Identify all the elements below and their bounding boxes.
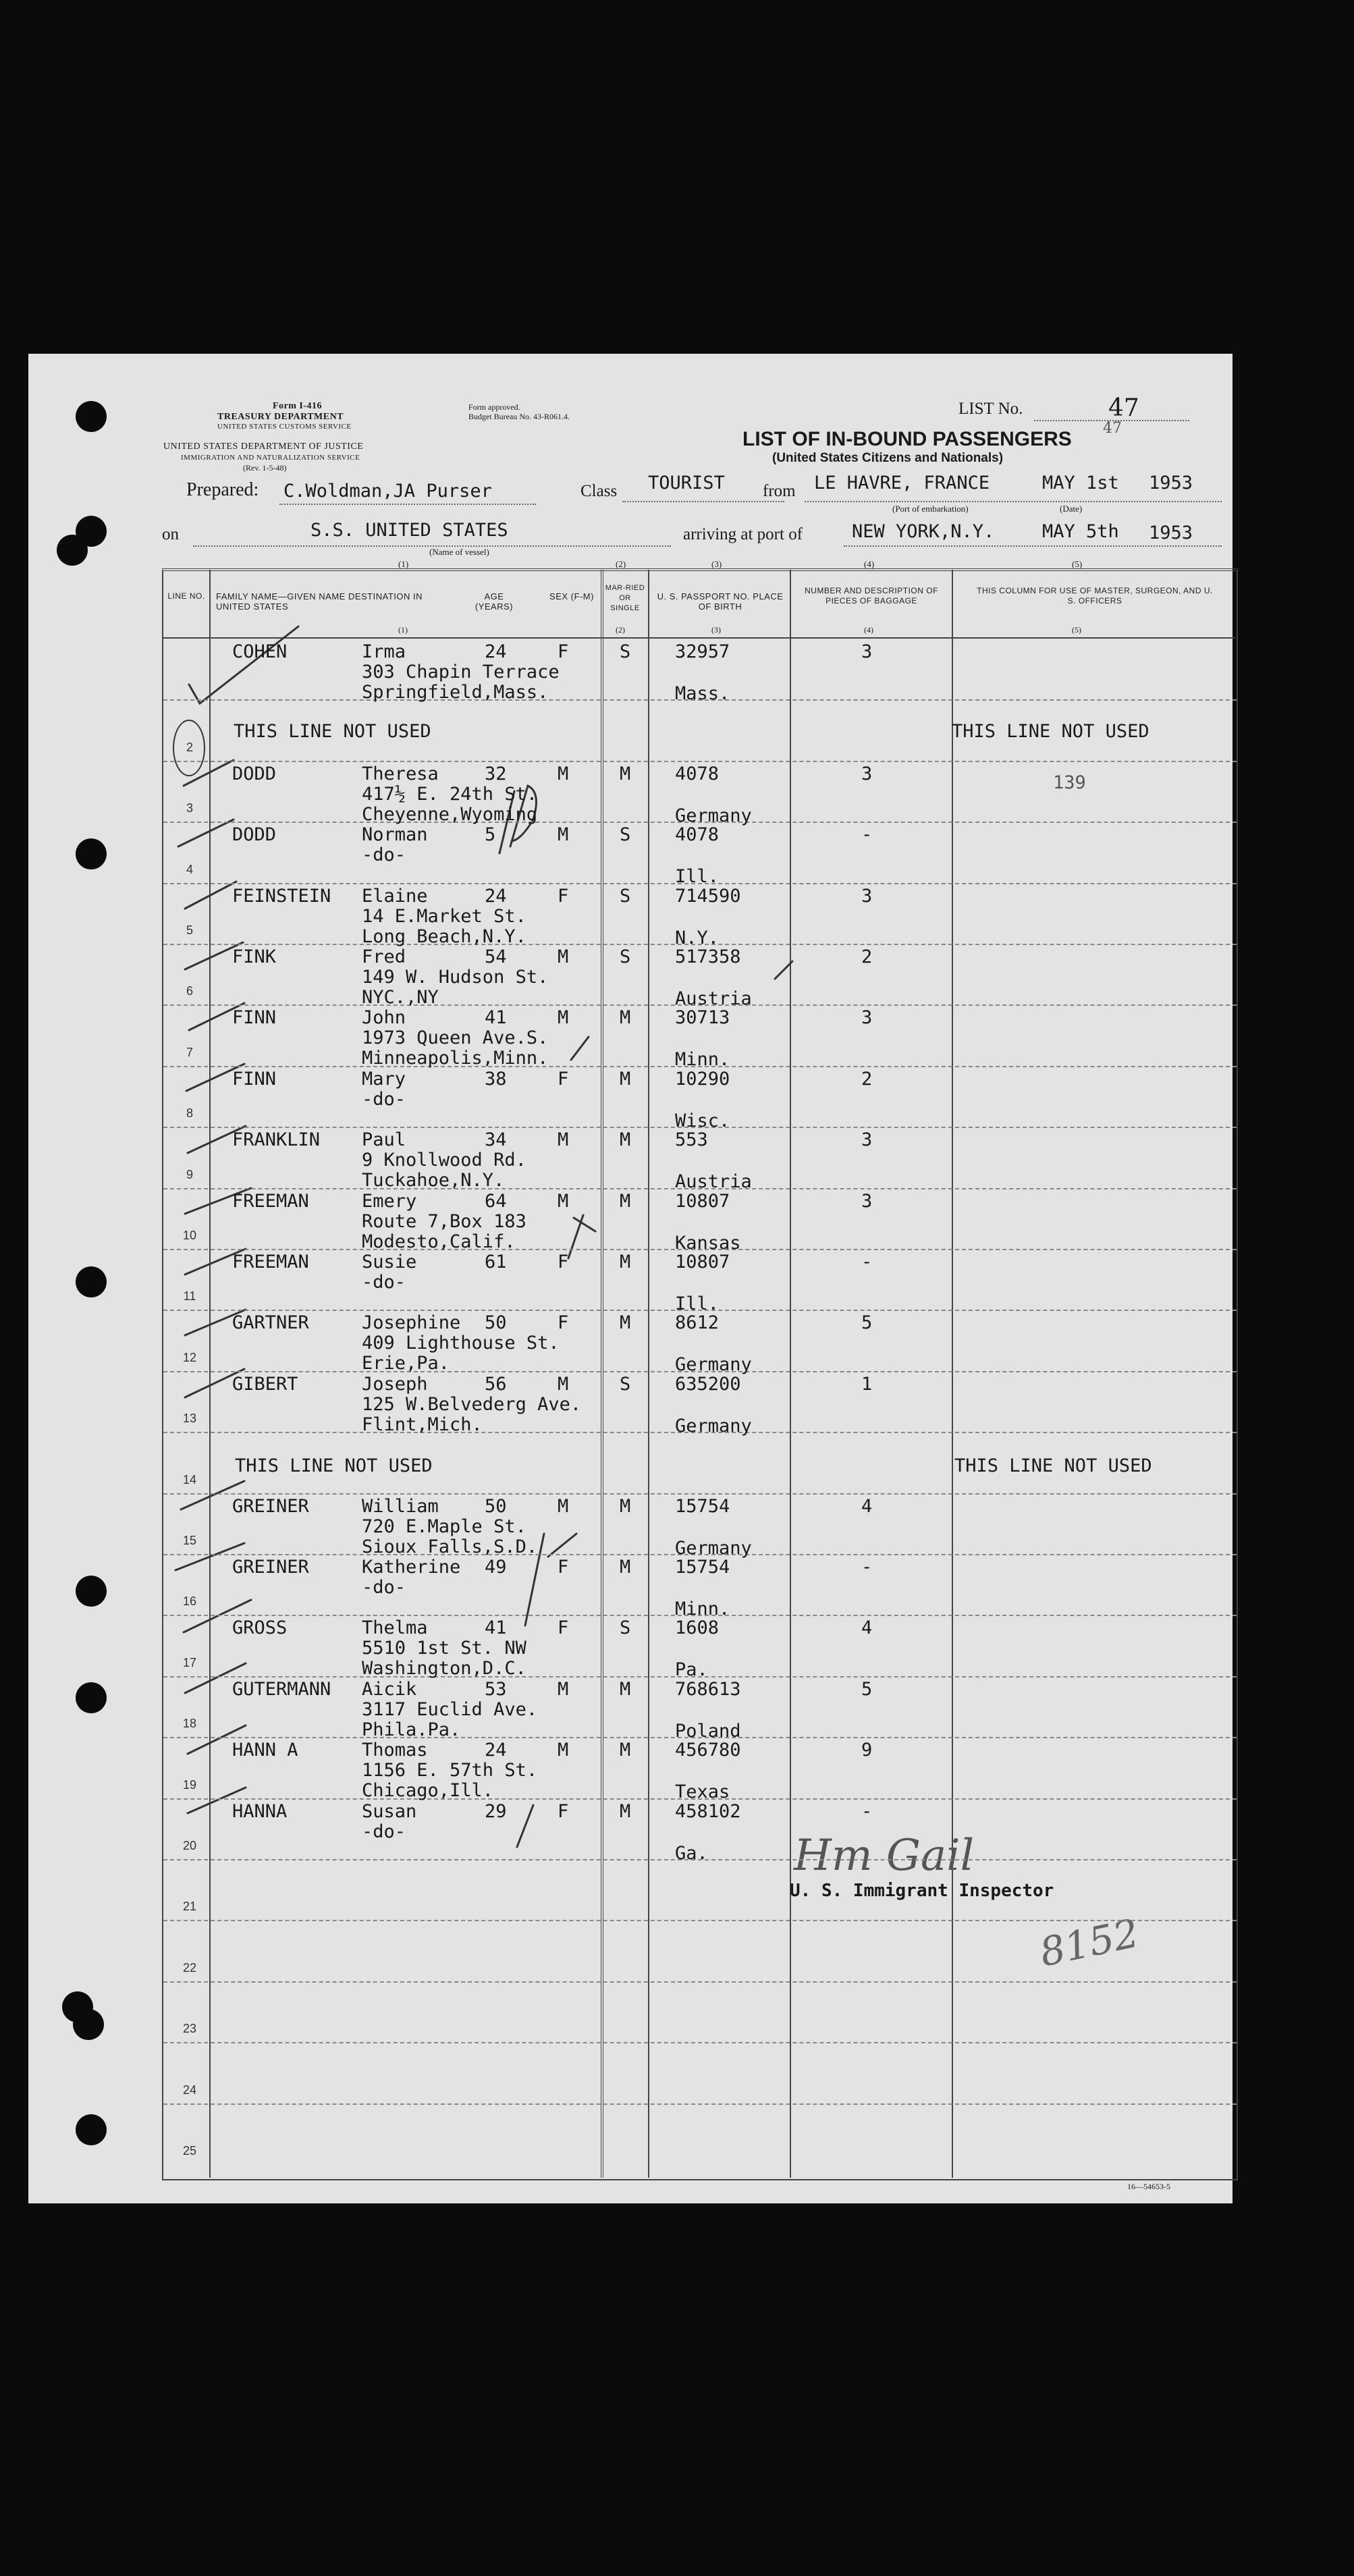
place-of-birth: Germany	[675, 1354, 752, 1376]
marital-status: S	[620, 824, 631, 846]
age: 5	[485, 824, 496, 846]
baggage-count: 4	[861, 1617, 873, 1639]
sex: F	[558, 1252, 569, 1272]
age: 38	[485, 1068, 507, 1090]
arrival-port: NEW YORK,N.Y.	[852, 521, 995, 542]
passport-number: 15754	[675, 1495, 730, 1517]
sex: M	[558, 824, 569, 846]
marital-status: S	[620, 1373, 631, 1395]
baggage-count: 3	[861, 641, 873, 662]
sex: M	[558, 1495, 569, 1517]
family-name: HANNA	[232, 1800, 288, 1822]
address-line-1: 9 Knollwood Rd.	[362, 1150, 526, 1171]
family-name: DODD	[232, 824, 277, 846]
baggage-count: 3	[861, 885, 873, 907]
passport-number: 8612	[675, 1312, 720, 1334]
passport-number: 4078	[675, 763, 720, 784]
baggage-count: 2	[861, 1068, 873, 1090]
col-num-5: (5)	[1072, 625, 1081, 635]
baggage-count: -	[861, 1800, 873, 1822]
line-number: 12	[182, 1350, 197, 1364]
sex: M	[558, 1373, 569, 1395]
passport-number: 768613	[675, 1678, 741, 1700]
age: 53	[485, 1678, 507, 1700]
place-of-birth: N.Y.	[675, 927, 720, 948]
marital-status: S	[620, 1617, 631, 1639]
age: 61	[485, 1252, 507, 1272]
prepared-label: Prepared:	[186, 479, 259, 500]
col-num-1-top: (1)	[398, 559, 409, 569]
given-name: Aicik	[362, 1678, 417, 1700]
address-line-1: 3117 Euclid Ave.	[362, 1698, 538, 1720]
baggage-count: 1	[861, 1373, 873, 1395]
family-name: GROSS	[232, 1617, 288, 1639]
marital-status: M	[620, 1068, 631, 1090]
col-header-age: AGE (YEARS)	[475, 591, 514, 612]
col-header-married: MAR-RIED OR SINGLE	[605, 584, 645, 612]
arriving-label: arriving at port of	[683, 525, 803, 543]
row-rule	[163, 2042, 1237, 2043]
address-line-1: Route 7,Box 183	[362, 1210, 526, 1232]
marital-status: M	[620, 1252, 631, 1272]
address-line-1: -do-	[362, 1577, 406, 1598]
list-no-label: LIST No.	[958, 400, 1023, 418]
form-subtitle: (United States Citizens and Nationals)	[772, 451, 1004, 465]
place-of-birth: Kansas	[675, 1232, 741, 1254]
marital-status: S	[620, 946, 631, 967]
check-mark-2	[184, 760, 234, 786]
place-of-birth: Germany	[675, 1537, 752, 1559]
passport-number: 714590	[675, 885, 741, 907]
family-name: FINN	[232, 1068, 277, 1090]
age: 41	[485, 1617, 507, 1639]
place-of-birth: Ga.	[675, 1842, 708, 1864]
given-name: Norman	[362, 824, 428, 846]
place-of-birth: Mass.	[675, 683, 730, 704]
given-name: Josephine	[362, 1312, 461, 1334]
address-line-1: 149 W. Hudson St.	[362, 967, 549, 988]
sex: F	[558, 1617, 569, 1639]
marital-status: M	[620, 1129, 631, 1151]
marital-status: M	[620, 1007, 631, 1029]
col-header-sex: SEX (F-M)	[549, 591, 594, 601]
sex: M	[558, 763, 569, 784]
given-name: William	[362, 1495, 439, 1517]
passport-number: 635200	[675, 1373, 741, 1395]
marital-status: M	[620, 1190, 631, 1212]
unused-line-1-remark: THIS LINE NOT USED	[952, 721, 1149, 742]
address-line-1: 303 Chapin Terrace	[362, 662, 560, 682]
marital-status: M	[620, 1740, 631, 1761]
line-number: 16	[182, 1594, 197, 1609]
address-line-2: Modesto,Calif.	[362, 1231, 516, 1252]
list-no-value: 47	[1108, 394, 1139, 422]
place-of-birth: Poland	[675, 1720, 741, 1742]
inspector-signature: Hm Gail	[794, 1831, 975, 1881]
age: 50	[485, 1312, 507, 1334]
address-line-1: 409 Lighthouse St.	[362, 1333, 560, 1354]
given-name: John	[362, 1007, 406, 1029]
check-mark-3	[178, 820, 234, 847]
given-name: Mary	[362, 1068, 406, 1090]
family-name: FREEMAN	[232, 1190, 309, 1212]
family-name: COHEN	[232, 641, 288, 662]
line-number: 9	[186, 1167, 193, 1181]
col-num-3-top: (3)	[711, 559, 722, 569]
col-num-2-top: (2)	[616, 559, 626, 569]
given-name: Katherine	[362, 1557, 461, 1578]
sex: F	[558, 641, 569, 662]
address-line-1: 1973 Queen Ave.S.	[362, 1027, 549, 1049]
baggage-count: 4	[861, 1495, 873, 1517]
class-label: Class	[580, 482, 618, 500]
address-line-2: Long Beach,N.Y.	[362, 925, 526, 947]
date-caption: (Date)	[1060, 504, 1083, 514]
passport-number: 32957	[675, 641, 730, 662]
col-header-passport: U. S. PASSPORT NO. PLACE OF BIRTH	[657, 591, 784, 612]
baggage-count: 3	[861, 1129, 873, 1151]
address-line-2: Springfield,Mass.	[362, 682, 549, 703]
line-number: 13	[182, 1412, 197, 1426]
arrival-year: 1953	[1149, 522, 1193, 543]
col-num-4-top: (4)	[864, 559, 875, 569]
family-name: GIBERT	[232, 1373, 298, 1395]
place-of-birth: Ill.	[675, 866, 720, 888]
address-line-1: -do-	[362, 1272, 406, 1293]
address-line-2: Erie,Pa.	[362, 1353, 450, 1374]
address-line-1: -do-	[362, 1821, 406, 1842]
address-line-2: Tuckahoe,N.Y.	[362, 1170, 505, 1191]
departure-year: 1953	[1149, 473, 1193, 493]
check-marks	[28, 354, 1233, 2203]
given-name: Thelma	[362, 1617, 428, 1639]
baggage-count: 3	[861, 763, 873, 784]
port-embark-caption: (Port of embarkation)	[892, 504, 969, 514]
sex: M	[558, 1129, 569, 1151]
col-header-remarks: THIS COLUMN FOR USE OF MASTER, SURGEON, AND U. S. OFFICERS	[977, 586, 1213, 606]
passport-number: 10807	[675, 1190, 730, 1212]
vessel-caption: (Name of vessel)	[429, 547, 489, 557]
slash-hanna	[517, 1805, 533, 1847]
slash-fink	[775, 961, 792, 979]
line-number: 25	[182, 2144, 197, 2157]
address-line-2: Washington,D.C.	[362, 1658, 526, 1680]
line-number: 10	[182, 1229, 197, 1242]
age: 50	[485, 1495, 507, 1517]
place-of-birth: Minn.	[675, 1599, 730, 1619]
class-value: TOURIST	[648, 473, 725, 493]
marital-status: M	[620, 1678, 631, 1700]
place-of-birth: Ill.	[675, 1293, 720, 1314]
line-number: 18	[182, 1717, 197, 1731]
vessel-name: S.S. UNITED STATES	[310, 520, 508, 541]
address-line-2: Phila.Pa.	[362, 1719, 461, 1740]
treasury-dept: TREASURY DEPARTMENT	[217, 412, 344, 422]
passport-number: 10807	[675, 1252, 730, 1272]
baggage-count: 3	[861, 1007, 873, 1029]
address-line-1: 125 W.Belvederg Ave.	[362, 1393, 582, 1415]
family-name: FEINSTEIN	[232, 885, 331, 907]
line-number: 20	[182, 1839, 197, 1852]
line-number: 3	[186, 801, 193, 815]
passport-number: 517358	[675, 946, 741, 967]
address-line-2: Chicago,Ill.	[362, 1780, 494, 1802]
place-of-birth: Germany	[675, 805, 752, 826]
inspector-title: U. S. Immigrant Inspector	[790, 1881, 1054, 1901]
passport-number: 1608	[675, 1617, 720, 1639]
from-value: LE HAVRE, FRANCE	[814, 473, 990, 493]
row-rule	[163, 761, 1237, 762]
passport-number: 30713	[675, 1007, 730, 1029]
place-of-birth: Germany	[675, 1415, 752, 1437]
age: 64	[485, 1190, 507, 1212]
line-number: 21	[182, 1900, 197, 1914]
line-number: 17	[182, 1655, 197, 1669]
family-name: HANN A	[232, 1740, 298, 1761]
sex: M	[558, 1007, 569, 1029]
footer-code: 16—54653-5	[1127, 2182, 1170, 2191]
address-line-1: 417½ E. 24th St.	[362, 783, 538, 805]
age: 54	[485, 946, 507, 967]
family-name: DODD	[232, 763, 277, 784]
sex: M	[558, 946, 569, 967]
justice-dept: UNITED STATES DEPARTMENT OF JUSTICE	[163, 441, 364, 452]
col-num-5-top: (5)	[1072, 559, 1083, 569]
sex: F	[558, 1800, 569, 1822]
sex: F	[558, 1557, 569, 1578]
unused-line-14-text: THIS LINE NOT USED	[235, 1455, 433, 1476]
customs-service: UNITED STATES CUSTOMS SERVICE	[217, 423, 352, 431]
line-number: 14	[182, 1472, 197, 1486]
family-name: FINK	[232, 946, 277, 967]
place-of-birth: Austria	[675, 988, 752, 1009]
unused-line-14-remark: THIS LINE NOT USED	[954, 1455, 1152, 1476]
marital-status: M	[620, 1557, 631, 1578]
family-name: GARTNER	[232, 1312, 309, 1334]
given-name: Elaine	[362, 885, 428, 907]
age: 29	[485, 1800, 507, 1822]
place-of-birth: Minn.	[675, 1049, 730, 1071]
line-number: 6	[186, 984, 193, 998]
baggage-count: -	[861, 1252, 873, 1272]
form-title: LIST OF IN-BOUND PASSENGERS	[742, 428, 1072, 450]
marital-status: S	[620, 885, 631, 907]
family-name: FRANKLIN	[232, 1129, 321, 1151]
sex: M	[558, 1190, 569, 1212]
line-number: 2	[186, 740, 193, 754]
slash-finn	[571, 1037, 589, 1060]
family-name: GREINER	[232, 1495, 309, 1517]
family-name: GUTERMANN	[232, 1678, 331, 1700]
row-rule	[163, 1493, 1237, 1495]
address-line-1: 720 E.Maple St.	[362, 1515, 526, 1537]
col-header-name: FAMILY NAME—GIVEN NAME DESTINATION IN UNITED STATES	[216, 591, 423, 612]
address-line-2: NYC.,NY	[362, 987, 439, 1008]
marital-status: M	[620, 1495, 631, 1517]
remark-number: 139	[1053, 772, 1086, 793]
slash-freeman	[568, 1215, 595, 1258]
line-number: 22	[182, 1960, 197, 1975]
given-name: Emery	[362, 1190, 417, 1212]
baggage-count: 5	[861, 1678, 873, 1700]
age: 32	[485, 763, 507, 784]
col-num-3: (3)	[711, 625, 721, 635]
col-num-1: (1)	[398, 625, 408, 635]
baggage-count: 5	[861, 1312, 873, 1334]
baggage-count: -	[861, 824, 873, 846]
age: 49	[485, 1557, 507, 1578]
address-line-2: Sioux Falls,S.D.	[362, 1536, 538, 1557]
place-of-birth: Texas	[675, 1781, 730, 1803]
prepared-value: C.Woldman,JA Purser	[283, 481, 492, 502]
departure-date: MAY 1st	[1042, 473, 1119, 493]
address-line-1: 14 E.Market St.	[362, 905, 526, 927]
place-of-birth: Pa.	[675, 1659, 708, 1681]
given-name: Irma	[362, 641, 406, 662]
passport-number: 15754	[675, 1557, 730, 1578]
baggage-count: 2	[861, 946, 873, 967]
marital-status: M	[620, 1312, 631, 1334]
age: 41	[485, 1007, 507, 1029]
unused-line-1-text: THIS LINE NOT USED	[234, 721, 431, 742]
line-number: 23	[182, 2022, 197, 2036]
passport-number: 553	[675, 1129, 708, 1151]
form-number: Form I-416	[273, 401, 323, 411]
address-line-2: Cheyenne,Wyoming	[362, 803, 538, 825]
given-name: Theresa	[362, 763, 439, 784]
col-num-2: (2)	[616, 625, 625, 635]
form-approved: Form approved.	[468, 402, 520, 412]
line-number: 8	[186, 1106, 193, 1121]
check-mark-4	[185, 882, 236, 909]
sex: M	[558, 1678, 569, 1700]
sex: F	[558, 1068, 569, 1090]
budget-bureau: Budget Bureau No. 43-R061.4.	[468, 412, 570, 421]
place-of-birth: Austria	[675, 1171, 752, 1193]
arrival-date: MAY 5th	[1042, 521, 1119, 542]
passport-number: 456780	[675, 1740, 741, 1761]
line-number: 24	[182, 2083, 197, 2097]
row-rule	[163, 1981, 1237, 1983]
family-name: FREEMAN	[232, 1252, 309, 1272]
check-mark-1	[189, 626, 298, 703]
baggage-count: -	[861, 1557, 873, 1578]
list-no-alt: 47	[1103, 420, 1122, 437]
rev-date: (Rev. 1-5-48)	[243, 463, 287, 473]
col-header-baggage: NUMBER AND DESCRIPTION OF PIECES OF BAGGAGE	[805, 586, 938, 606]
line-number: 11	[183, 1289, 196, 1304]
given-name: Paul	[362, 1129, 406, 1151]
passport-number: 458102	[675, 1800, 741, 1822]
marital-status: M	[620, 763, 631, 784]
place-of-birth: Wisc.	[675, 1110, 730, 1131]
ins-name: IMMIGRATION AND NATURALIZATION SERVICE	[181, 454, 360, 462]
line-number: 7	[186, 1045, 193, 1059]
marital-status: S	[620, 641, 631, 662]
handwritten-note: 8152	[1035, 1910, 1143, 1976]
given-name: Thomas	[362, 1740, 428, 1761]
passport-number: 4078	[675, 824, 720, 846]
passenger-list-form	[28, 354, 1233, 2203]
row-rule	[163, 2103, 1237, 2105]
line-number: 5	[186, 923, 193, 937]
passport-number: 10290	[675, 1068, 730, 1090]
col-header-line-no: LINE NO.	[167, 591, 205, 601]
line-number: 19	[182, 1777, 197, 1792]
address-line-2: Flint,Mich.	[362, 1414, 483, 1435]
from-label: from	[763, 482, 796, 500]
age: 24	[485, 641, 507, 662]
sex: F	[558, 1312, 569, 1334]
marital-status: M	[620, 1800, 631, 1822]
baggage-count: 9	[861, 1740, 873, 1761]
address-line-2: Minneapolis,Minn.	[362, 1048, 549, 1069]
address-line-1: -do-	[362, 1088, 406, 1110]
address-line-1: 1156 E. 57th St.	[362, 1760, 538, 1781]
col-num-4: (4)	[864, 625, 873, 635]
family-name: GREINER	[232, 1557, 309, 1578]
age: 34	[485, 1129, 507, 1151]
address-line-1: 5510 1st St. NW	[362, 1638, 526, 1659]
age: 56	[485, 1373, 507, 1395]
family-name: FINN	[232, 1007, 277, 1029]
given-name: Susie	[362, 1252, 417, 1272]
given-name: Susan	[362, 1800, 417, 1822]
given-name: Joseph	[362, 1373, 428, 1395]
on-label: on	[162, 525, 179, 543]
line-number: 4	[186, 862, 193, 876]
sex: F	[558, 885, 569, 907]
age: 24	[485, 1740, 507, 1761]
baggage-count: 3	[861, 1190, 873, 1212]
sex: M	[558, 1740, 569, 1761]
given-name: Fred	[362, 946, 406, 967]
row-rule	[163, 1920, 1237, 1921]
line-number: 15	[182, 1534, 197, 1547]
address-line-1: -do-	[362, 844, 406, 866]
age: 24	[485, 885, 507, 907]
